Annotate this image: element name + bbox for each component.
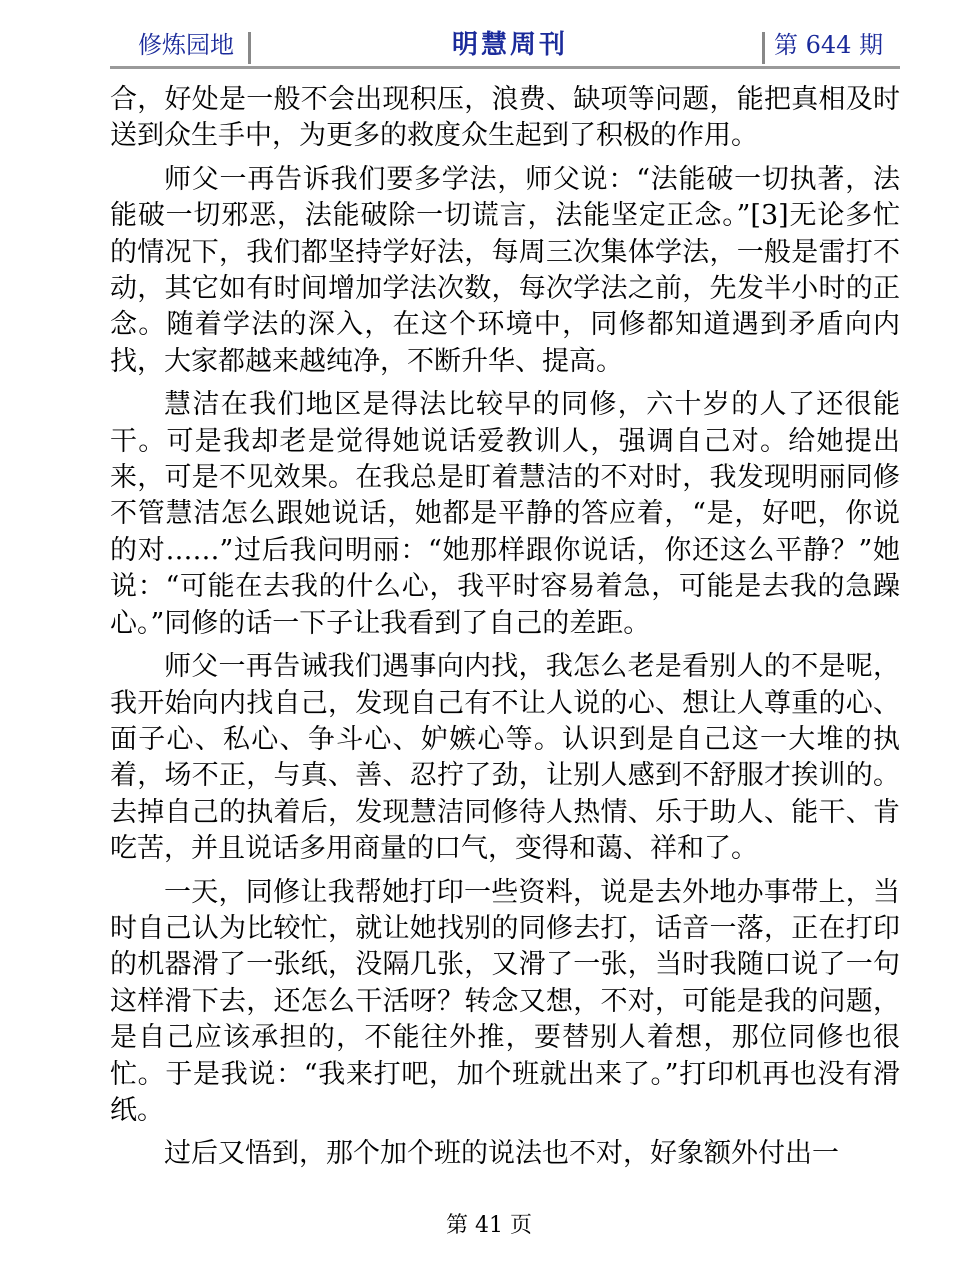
paragraph-3: 慧洁在我们地区是得法比较早的同修，六十岁的人了还很能干。可是我却老是觉得她说话爱教训人，强调自己对。给她提出来，可是不见效果。在我总是盯着慧洁的不对时，我发现明丽同修不管慧洁怎么跟她说话，她都是平静的答应着，“是，好吧，你说的对……”过后我问明丽：“她那样跟你说话，你还这么平静？”她说：“可能在去我的什么心，我平时容易着急，可能是去我的急躁心。”同修的话一下子让我看到了自己的差距。: [110, 389, 900, 639]
page-number: 第 41 页: [446, 1213, 532, 1238]
page-header: [110, 24, 900, 68]
paragraph-2: 师父一再告诉我们要多学法，师父说：“法能破一切执著，法能破一切邪恶，法能破除一切谎言，法能坚定正念。”[3]无论多忙的情况下，我们都坚持学好法，每周三次集体学法，一般是雷打不动，其它如有时间增加学法次数，每次学法之前，先发半小时的正念。随着学法的深入，在这个环境中，同修都知道遇到矛盾向内找，大家都越来越纯净，不断升华、提高。: [110, 163, 900, 377]
paragraph-4: 师父一再告诫我们遇事向内找，我怎么老是看别人的不是呢，我开始向内找自己，发现自己有不让人说的心、想让人尊重的心、面子心、私心、争斗心、妒嫉心等。认识到是自己这一大堆的执着，场不正，与真、善、忍拧了劲，让别人感到不舒服才挨训的。去掉自己的执着后，发现慧洁同修待人热情、乐于助人、能干、肯吃苦，并且说话多用商量的口气，变得和蔼、祥和了。: [110, 651, 900, 865]
issue-number: 第 644 期: [774, 31, 884, 59]
section-name: 修炼园地: [138, 31, 234, 59]
header-divider-left: [248, 32, 251, 64]
header-rule: [110, 66, 900, 69]
article-body: [110, 82, 900, 1180]
paragraph-5: 一天，同修让我帮她打印一些资料，说是去外地办事带上，当时自己认为比较忙，就让她找别的同修去打，话音一落，正在打印的机器滑了一张纸，没隔几张，又滑了一张，当时我随口说了一句这样滑下去，还怎么干活呀？转念又想，不对，可能是我的问题，是自己应该承担的，不能往外推，要替别人着想，那位同修也很忙。于是我说：“我来打吧，加个班就出来了。”打印机再也没有滑纸。: [110, 876, 900, 1126]
paragraph-6: 过后又悟到，那个加个班的说法也不对，好象额外付出一: [164, 1138, 839, 1170]
paragraph-1: 合，好处是一般不会出现积压，浪费、缺项等问题，能把真相及时送到众生手中，为更多的救度众生起到了积极的作用。: [110, 84, 900, 152]
publication-title: 明慧周刊: [451, 30, 568, 60]
header-divider-right: [762, 32, 765, 64]
